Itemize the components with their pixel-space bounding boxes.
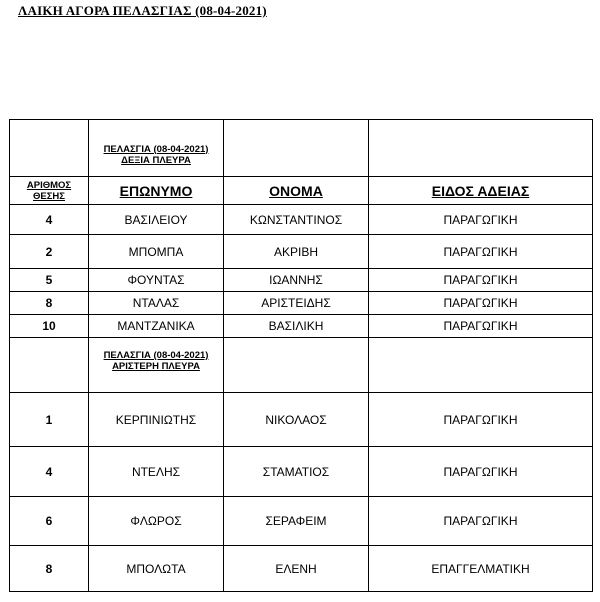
position-cell: 4 [10, 205, 89, 235]
column-header-row [10, 177, 593, 205]
header-name-text: ΟΝΟΜΑ [269, 182, 323, 199]
section-label-line2: ΑΡΙΣΤΕΡΗ ΠΛΕΥΡΑ [112, 361, 200, 372]
license-cell: ΕΠΑΓΓΕΛΜΑΤΙΚΗ [369, 546, 593, 592]
name-cell: ΕΛΕΝΗ [224, 546, 369, 592]
name-cell: ΑΡΙΣΤΕΙΔΗΣ [224, 292, 369, 315]
license-cell: ΠΑΡΑΓΩΓΙΚΗ [369, 393, 593, 447]
table-row [10, 447, 593, 497]
table-row [10, 315, 593, 338]
surname-cell: ΝΤΑΛΑΣ [89, 292, 224, 315]
empty-cell [10, 338, 89, 393]
empty-cell [10, 120, 89, 177]
surname-cell: ΚΕΡΠΙΝΙΩΤΗΣ [89, 393, 224, 447]
header-position-line2: ΘΕΣΗΣ [33, 190, 65, 202]
header-surname [89, 177, 224, 205]
document-title: ΛΑΙΚΗ ΑΓΟΡΑ ΠΕΛΑΣΓΙΑΣ (08-04-2021) [18, 3, 267, 18]
section-header-right [10, 120, 593, 177]
license-cell: ΠΑΡΑΓΩΓΙΚΗ [369, 447, 593, 497]
name-cell: ΣΤΑΜΑΤΙΟΣ [224, 447, 369, 497]
section-label-line2: ΔΕΞΙΑ ΠΛΕΥΡΑ [121, 154, 191, 166]
name-cell: ΚΩΝΣΤΑΝΤΙΝΟΣ [224, 205, 369, 235]
table-row [10, 205, 593, 235]
surname-cell: ΦΟΥΝΤΑΣ [89, 269, 224, 292]
license-cell: ΠΑΡΑΓΩΓΙΚΗ [369, 205, 593, 235]
position-cell: 5 [10, 269, 89, 292]
section-label-right [89, 120, 224, 177]
header-position [10, 177, 89, 205]
license-cell: ΠΑΡΑΓΩΓΙΚΗ [369, 315, 593, 338]
position-cell: 10 [10, 315, 89, 338]
empty-cell [369, 120, 593, 177]
empty-cell [224, 338, 369, 393]
name-cell: ΙΩΑΝΝΗΣ [224, 269, 369, 292]
name-cell: ΝΙΚΟΛΑΟΣ [224, 393, 369, 447]
header-name [224, 177, 369, 205]
vendor-table [9, 119, 593, 592]
section-label-line1: ΠΕΛΑΣΓΙΑ (08-04-2021) [103, 143, 209, 155]
section-label-line1: ΠΕΛΑΣΓΙΑ (08-04-2021) [103, 350, 209, 361]
position-cell: 2 [10, 235, 89, 269]
name-cell: ΑΚΡΙΒΗ [224, 235, 369, 269]
surname-cell: ΝΤΕΛΗΣ [89, 447, 224, 497]
empty-cell [369, 338, 593, 393]
surname-cell: ΜΠΟΜΠΑ [89, 235, 224, 269]
surname-cell: ΒΑΣΙΛΕΙΟΥ [89, 205, 224, 235]
license-cell: ΠΑΡΑΓΩΓΙΚΗ [369, 292, 593, 315]
header-license-text: ΕΙΔΟΣ ΑΔΕΙΑΣ [431, 182, 530, 199]
surname-cell: ΜΑΝΤΖΑΝΙΚΑ [89, 315, 224, 338]
license-cell: ΠΑΡΑΓΩΓΙΚΗ [369, 269, 593, 292]
header-surname-text: ΕΠΩΝΥΜΟ [119, 182, 193, 199]
table-row [10, 235, 593, 269]
surname-cell: ΜΠΟΛΩΤΑ [89, 546, 224, 592]
table-row [10, 269, 593, 292]
name-cell: ΒΑΣΙΛΙΚΗ [224, 315, 369, 338]
position-cell: 4 [10, 447, 89, 497]
license-cell: ΠΑΡΑΓΩΓΙΚΗ [369, 235, 593, 269]
position-cell: 1 [10, 393, 89, 447]
table-row [10, 292, 593, 315]
position-cell: 6 [10, 497, 89, 546]
license-cell: ΠΑΡΑΓΩΓΙΚΗ [369, 497, 593, 546]
table-row [10, 497, 593, 546]
position-cell: 8 [10, 546, 89, 592]
surname-cell: ΦΛΩΡΟΣ [89, 497, 224, 546]
name-cell: ΣΕΡΑΦΕΙΜ [224, 497, 369, 546]
header-license [369, 177, 593, 205]
empty-cell [224, 120, 369, 177]
section-header-left [10, 338, 593, 393]
position-cell: 8 [10, 292, 89, 315]
table-row [10, 393, 593, 447]
section-label-left [89, 338, 224, 393]
table-row [10, 546, 593, 592]
header-position-line1: ΑΡΙΘΜΟΣ [26, 179, 72, 191]
